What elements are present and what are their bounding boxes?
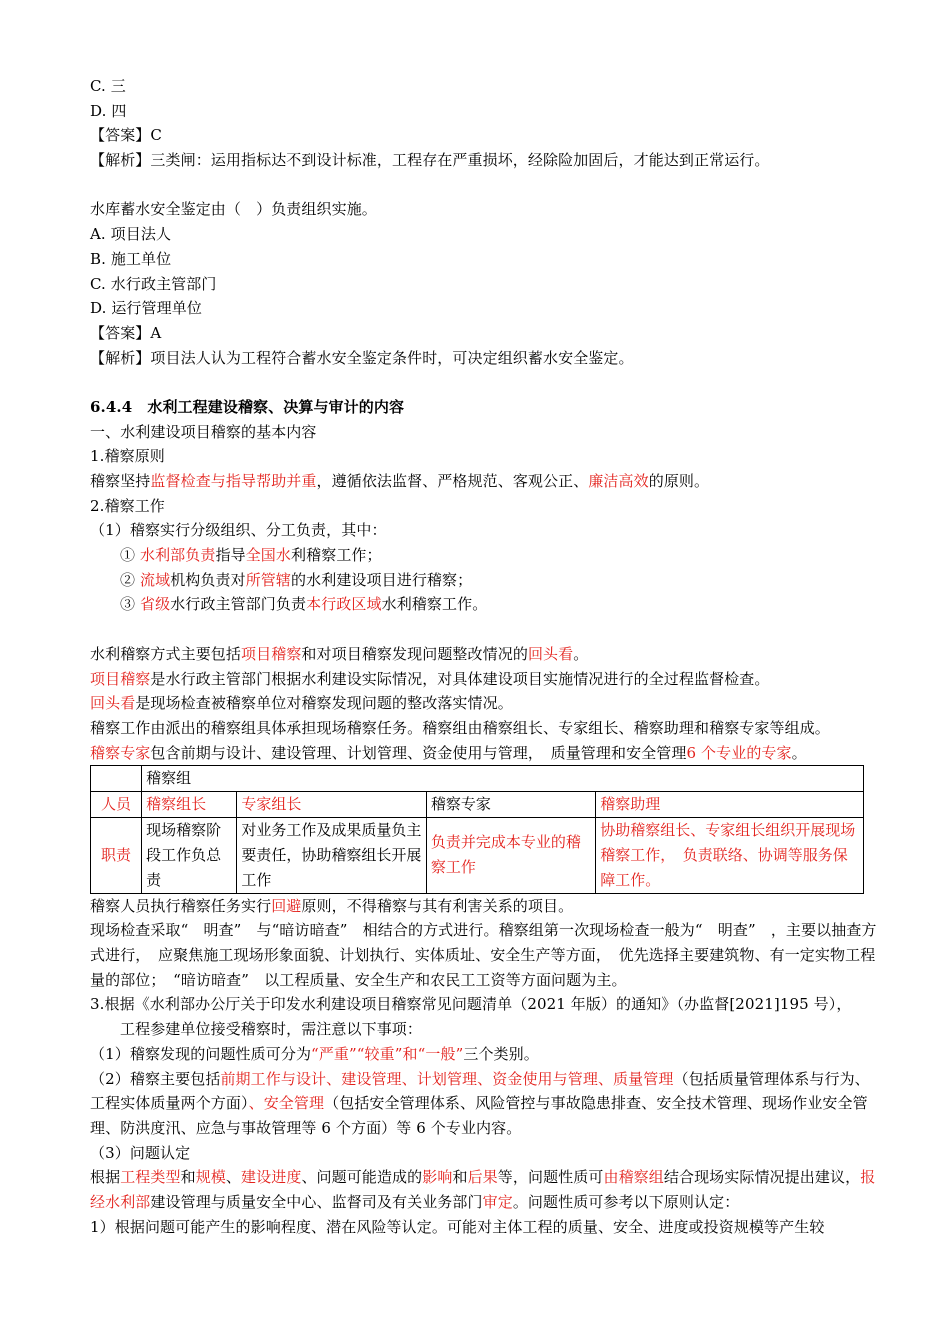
- row-label-duty: 职责: [91, 817, 142, 893]
- spacer: [90, 617, 880, 642]
- q1-answer: 【答案】C: [90, 126, 162, 145]
- method-line-5: 稽察专家包含前期与设计、建设管理、计划管理、资金使用与管理， 质量管理和安全管理6 个专业的专家。: [90, 743, 807, 762]
- row-label-personnel: 人员: [91, 791, 142, 817]
- method-line-2: 项目稽察是水行政主管部门根据水利建设实际情况，对具体建设项目实施情况进行的全过程监督检查。: [90, 669, 770, 688]
- subsection-title: 一、水利建设项目稽察的基本内容: [90, 422, 317, 441]
- notice-line: 3.根据《水利部办公厅关于印发水利建设项目稽察常见问题清单（2021 年版）的通知》（办监督[2021]195 号），: [90, 995, 852, 1014]
- role-expert-leader: 专家组长: [237, 791, 426, 817]
- q2-option-d: D. 运行管理单位: [90, 299, 202, 318]
- duty-expert: 负责并完成本专业的稽察工作: [426, 817, 595, 893]
- work-item-1: ① 水利部负责指导全国水利稽察工作；: [120, 546, 382, 565]
- principle-title: 1.稽察原则: [90, 447, 165, 466]
- section-heading: 6.4.4 水利工程建设稽察、决算与审计的内容: [90, 397, 405, 416]
- method-line-3: 回头看是现场检查被稽察单位对稽察发现问题的整改落实情况。: [90, 694, 513, 713]
- notice-line-2: 工程参建单位接受稽察时，需注意以下事项：: [120, 1020, 423, 1039]
- q2-stem: 水库蓄水安全鉴定由（ ）负责组织实施。: [90, 200, 377, 219]
- q2-option-c: C. 水行政主管部门: [90, 274, 217, 293]
- document-page: [90, 74, 880, 1239]
- role-assistant: 稽察助理: [596, 791, 864, 817]
- work-intro: （1）稽察实行分级组织、分工负责，其中：: [90, 521, 387, 540]
- duty-chief: 现场稽察阶段工作负总责: [142, 817, 237, 893]
- q1-analysis: 【解析】三类闸：运用指标达不到设计标准，工程存在严重损坏，经除险加固后，才能达到正常运行。: [90, 151, 770, 170]
- q2-option-a: A. 项目法人: [90, 225, 172, 244]
- work-item-2: ② 流域机构负责对所管辖的水利建设项目进行稽察；: [120, 570, 473, 589]
- q2-option-b: B. 施工单位: [90, 249, 172, 268]
- q1-option-c: C. 三: [90, 77, 126, 95]
- work-item-3: ③ 省级水行政主管部门负责本行政区域水利稽察工作。: [120, 595, 488, 614]
- duty-assistant: 协助稽察组长、专家组长组织开展现场稽察工作， 负责联络、协调等服务保障工作。: [596, 817, 864, 893]
- problem-determination-paragraph: 根据工程类型和规模、建设进度、问题可能造成的影响和后果等，问题性质可由稽察组结合现场实际情况提出建议，报经水利部建设管理与质量安全中心、监督司及有关业务部门审定。问题性质可参考以下原则认定：: [90, 1168, 876, 1212]
- spacer: [90, 173, 880, 198]
- q2-analysis: 【解析】项目法人认为工程符合蓄水安全鉴定条件时，可决定组织蓄水安全鉴定。: [90, 348, 634, 367]
- principle-text: 稽察坚持监督检查与指导帮助并重，遵循依法监督、严格规范、客观公正、廉洁高效的原则。: [90, 472, 710, 490]
- table-corner: [91, 766, 142, 792]
- method-line-4: 稽察工作由派出的稽察组具体承担现场稽察任务。稽察组由稽察组长、专家组长、稽察助理和稽察专家等组成。: [90, 718, 830, 737]
- role-expert: 稽察专家: [426, 791, 595, 817]
- method-line-1: 水利稽察方式主要包括项目稽察和对项目稽察发现问题整改情况的回头看。: [90, 644, 589, 663]
- inspection-team-table: [90, 765, 864, 893]
- q1-option-d: D. 四: [90, 101, 127, 120]
- problem-determination-title: （3）问题认定: [90, 1143, 191, 1162]
- table-group-header: 稽察组: [142, 766, 864, 792]
- work-title: 2.稽察工作: [90, 496, 165, 515]
- role-chief: 稽察组长: [142, 791, 237, 817]
- inspection-method-paragraph: 现场检查采取“ 明查” 与“暗访暗查” 相结合的方式进行。稽察组第一次现场检查一般为“ 明查” ，主要以抽查方式进行， 应聚焦施工现场形象面貌、计划执行、实体质址、安全生产等方面， 优先选择主要建筑物、有一定实物工程量的部位； “暗访暗查” 以工程质量、安全生产和农民工工资等方面问题为主。: [90, 921, 877, 989]
- duty-expert-leader: 对业务工作及成果质量负主要责任，协助稽察组长开展工作: [237, 817, 426, 893]
- principle-1-line: 1）根据问题可能产生的影响程度、潜在风险等认定。可能对主体工程的质量、安全、进度或投资规模等产生较: [90, 1217, 825, 1236]
- q2-answer: 【答案】A: [90, 323, 162, 342]
- spacer: [90, 370, 880, 395]
- avoidance-line: 稽察人员执行稽察任务实行回避原则，不得稽察与其有利害关系的项目。: [90, 896, 574, 915]
- problem-category-line: （1）稽察发现的问题性质可分为“严重”“较重”和“一般”三个类别。: [90, 1044, 539, 1063]
- inspection-content-paragraph: （2）稽察主要包括前期工作与设计、建设管理、计划管理、资金使用与管理、质量管理（包括质量管理体系与行为、工程实体质量两个方面）、安全管理（包括安全管理体系、风险管控与事故隐患排查、安全技术管理、现场作业安全管理、防洪度汛、应急与事故管理等 6 个方面）等 6 个专业内容。: [90, 1069, 870, 1137]
